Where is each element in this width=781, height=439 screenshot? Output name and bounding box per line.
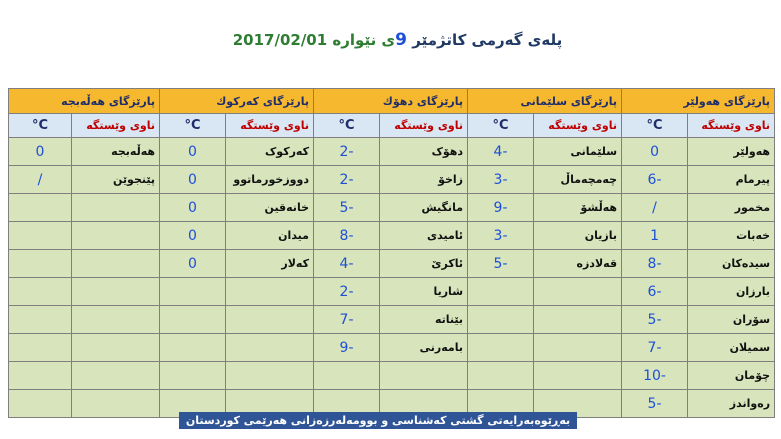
station-name [380, 362, 468, 390]
station-name [72, 306, 160, 334]
temperature-value: -6 [622, 166, 688, 194]
temperature-value: -5 [314, 194, 380, 222]
station-name: کەرکوک [226, 138, 314, 166]
station-name-header: ناوی وێستگە [380, 114, 468, 138]
temperature-value: -4 [468, 138, 534, 166]
temperature-value: -2 [314, 138, 380, 166]
province-header: پارێزگای هەڵەبجە [9, 89, 160, 114]
station-name: بێناتە [380, 306, 468, 334]
table-row [9, 278, 775, 306]
station-name-header: ناوی وێستگە [226, 114, 314, 138]
column-header-row [9, 114, 775, 138]
temperature-value: 0 [622, 138, 688, 166]
station-name [534, 362, 622, 390]
table-row [9, 166, 775, 194]
degree-unit-header: C° [468, 114, 534, 138]
station-name: خانەقین [226, 194, 314, 222]
temperature-value: 1 [622, 222, 688, 250]
temperature-value [9, 362, 72, 390]
station-name: زاخۆ [380, 166, 468, 194]
station-name: سمیلان [688, 334, 775, 362]
station-name [226, 278, 314, 306]
temperature-value: -5 [622, 390, 688, 418]
station-name: کەلار [226, 250, 314, 278]
temperature-value [160, 362, 226, 390]
station-name [226, 334, 314, 362]
temperature-value [9, 334, 72, 362]
temperature-value [9, 278, 72, 306]
temperature-value [468, 362, 534, 390]
temperature-value: 0 [160, 250, 226, 278]
station-name: مانگیش [380, 194, 468, 222]
temperature-value [160, 334, 226, 362]
temperature-value: -3 [468, 222, 534, 250]
station-name [534, 278, 622, 306]
table-row [9, 334, 775, 362]
station-name: شاریا [380, 278, 468, 306]
station-name: سلێمانی [534, 138, 622, 166]
station-name: میدان [226, 222, 314, 250]
province-header: پارێزگای کەرکوك [160, 89, 314, 114]
temperature-value [160, 306, 226, 334]
station-name: رەواندز [688, 390, 775, 418]
temperature-value: 0 [160, 194, 226, 222]
temperature-value: 0 [160, 222, 226, 250]
station-name-header: ناوی وێستگە [72, 114, 160, 138]
temperature-value: -5 [622, 306, 688, 334]
degree-unit-header: C° [314, 114, 380, 138]
footer-banner: بەڕێوەبەرایەتی گشتی کەشناسی و بوومەلەرزەزانی هەرێمی کوردستان [179, 412, 577, 429]
temperature-value: / [9, 166, 72, 194]
temperature-table [8, 88, 775, 418]
title-main: پلەی گەرمی کاتژمێر [412, 31, 563, 49]
station-name: بازیان [534, 222, 622, 250]
station-name: سیدەکان [688, 250, 775, 278]
station-name [226, 362, 314, 390]
station-name: بامەرنی [380, 334, 468, 362]
temperature-value: -6 [622, 278, 688, 306]
station-name [534, 306, 622, 334]
temperature-value [9, 194, 72, 222]
station-name [226, 306, 314, 334]
station-name [72, 278, 160, 306]
station-name: پێنجوێن [72, 166, 160, 194]
station-name [72, 222, 160, 250]
temperature-value: 0 [9, 138, 72, 166]
table-row [9, 250, 775, 278]
station-name: مخمور [688, 194, 775, 222]
temperature-value: -2 [314, 166, 380, 194]
temperature-value: 0 [160, 166, 226, 194]
temperature-value: -4 [314, 250, 380, 278]
station-name: بارزان [688, 278, 775, 306]
temperature-value: -9 [314, 334, 380, 362]
station-name-header: ناوی وێستگە [688, 114, 775, 138]
table-row [9, 362, 775, 390]
station-name: چۆمان [688, 362, 775, 390]
station-name [72, 362, 160, 390]
table-row [9, 222, 775, 250]
station-name: هەولێر [688, 138, 775, 166]
province-header-row [9, 89, 775, 114]
table-row [9, 194, 775, 222]
station-name [72, 390, 160, 418]
temperature-value [468, 278, 534, 306]
station-name-header: ناوی وێستگە [534, 114, 622, 138]
station-name: دهۆک [380, 138, 468, 166]
station-name: قەلادزە [534, 250, 622, 278]
province-header: پارێزگای هەولێر [622, 89, 775, 114]
temperature-value: -2 [314, 278, 380, 306]
station-name: هەڵەبجە [72, 138, 160, 166]
table-row [9, 138, 775, 166]
station-name: چەمچەماڵ [534, 166, 622, 194]
station-name [72, 250, 160, 278]
temperature-value [9, 306, 72, 334]
province-header: پارێزگای سلێمانی [468, 89, 622, 114]
title-suffix: ی نێوارە [332, 31, 396, 49]
station-name: هەڵشۆ [534, 194, 622, 222]
station-name: پیرمام [688, 166, 775, 194]
page-title [0, 30, 781, 50]
province-header: پارێزگای دهۆك [314, 89, 468, 114]
temperature-value: -3 [468, 166, 534, 194]
temperature-value: / [622, 194, 688, 222]
degree-unit-header: C° [9, 114, 72, 138]
title-date: 2017/02/01 [232, 31, 328, 49]
temperature-value: 0 [160, 138, 226, 166]
temperature-value [9, 250, 72, 278]
station-name: ئاکرێ [380, 250, 468, 278]
station-name [72, 334, 160, 362]
station-name: سۆران [688, 306, 775, 334]
temperature-value: -8 [622, 250, 688, 278]
title-hour: 9 [395, 30, 408, 50]
temperature-value: -9 [468, 194, 534, 222]
station-name [72, 194, 160, 222]
temperature-value [314, 362, 380, 390]
temperature-value [9, 222, 72, 250]
station-name: خەبات [688, 222, 775, 250]
temperature-value: -5 [468, 250, 534, 278]
temperature-value [9, 390, 72, 418]
temperature-value: -7 [314, 306, 380, 334]
temperature-value: -10 [622, 362, 688, 390]
station-name [534, 334, 622, 362]
temperature-value: -7 [622, 334, 688, 362]
temperature-value [160, 278, 226, 306]
station-name: ئامیدی [380, 222, 468, 250]
temperature-value: -8 [314, 222, 380, 250]
degree-unit-header: C° [622, 114, 688, 138]
temperature-value [468, 334, 534, 362]
temperature-value [468, 306, 534, 334]
table-row [9, 306, 775, 334]
station-name: دووزخورماتوو [226, 166, 314, 194]
degree-unit-header: C° [160, 114, 226, 138]
temperature-table-container [8, 88, 774, 418]
